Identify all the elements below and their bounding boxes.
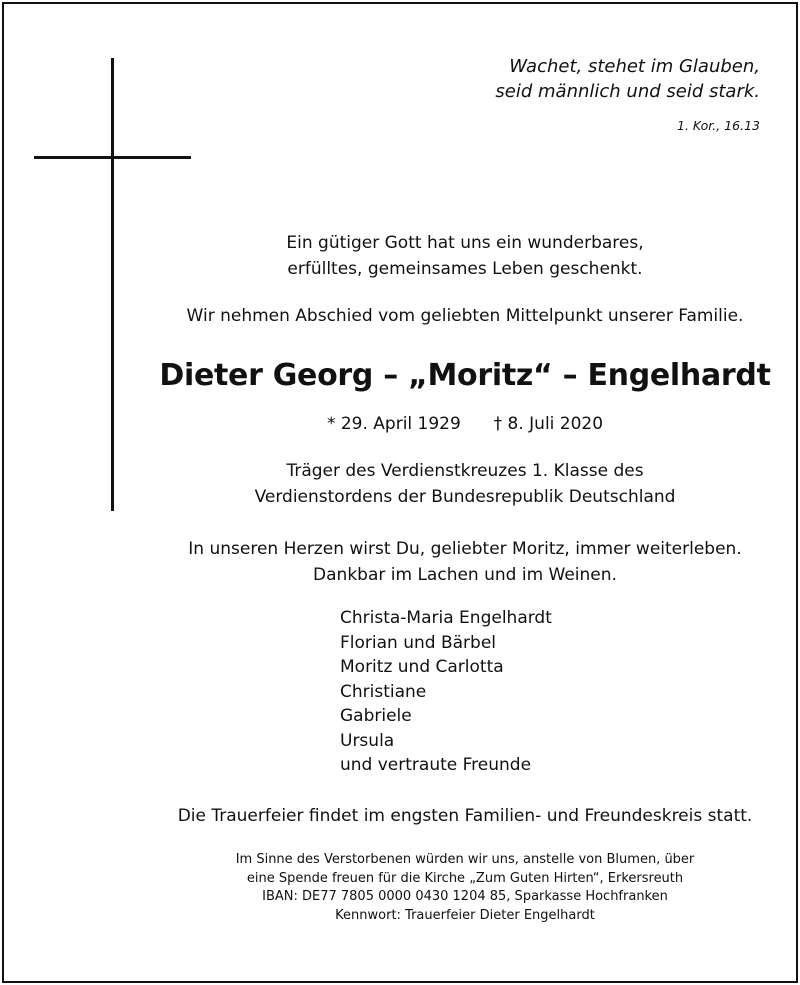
bible-verse [495,54,760,104]
mourner: Christa-Maria Engelhardt [340,608,552,628]
cross-vertical-bar [111,58,114,511]
mourners-list [340,606,552,778]
cross-horizontal-bar [34,156,191,159]
mourner: Florian und Bärbel [340,632,496,653]
donation-line-3: IBAN: DE77 7805 0000 0430 1204 85, Sparkasse Hochfranken [262,889,668,904]
farewell-text: Wir nehmen Abschied vom geliebten Mittelpunkt unserer Familie. [186,306,744,326]
intro-text [100,230,800,282]
mourner: Ursula [340,730,395,751]
donation-notice [100,851,800,925]
bible-verse-reference: 1. Kor., 16.13 [677,118,760,133]
remembrance-line-2: Dankbar im Lachen und im Weinen. [313,565,617,585]
remembrance-line-1: In unseren Herzen wirst Du, geliebter Moritz, immer weiterleben. [188,539,742,559]
remembrance-text [100,536,800,588]
mourner: Moritz und Carlotta [340,657,504,677]
honor-line-1: Träger des Verdienstkreuzes 1. Klasse des [286,461,644,481]
bible-verse-line-1: Wachet, stehet im Glauben, [509,56,760,77]
mourner: Gabriele [340,706,412,726]
honor-line-2: Verdienstordens der Bundesrepublik Deutschland [254,487,676,507]
donation-line-4: Kennwort: Trauerfeier Dieter Engelhardt [335,907,595,923]
deceased-name: Dieter Georg – „Moritz“ – Engelhardt [159,358,771,393]
mourner: und vertraute Freunde [340,755,532,775]
intro-line-2: erfülltes, gemeinsames Leben geschenkt. [287,259,643,279]
donation-line-1: Im Sinne des Verstorbenen würden wir uns, anstelle von Blumen, über [235,852,695,867]
birth-date: * 29. April 1929 [326,414,461,434]
donation-line-2: eine Spende freuen für die Kirche „Zum Guten Hirten“, Erkersreuth [246,870,684,886]
mourner: Christiane [340,681,427,702]
death-date: † 8. Juli 2020 [493,414,604,434]
intro-line-1: Ein gütiger Gott hat uns ein wunderbares, [286,233,644,253]
life-dates [100,411,800,437]
bible-verse-line-2: seid männlich und seid stark. [495,81,760,102]
honor-text [100,458,800,510]
service-notice: Die Trauerfeier findet im engsten Familien- und Freundeskreis statt. [177,806,753,826]
